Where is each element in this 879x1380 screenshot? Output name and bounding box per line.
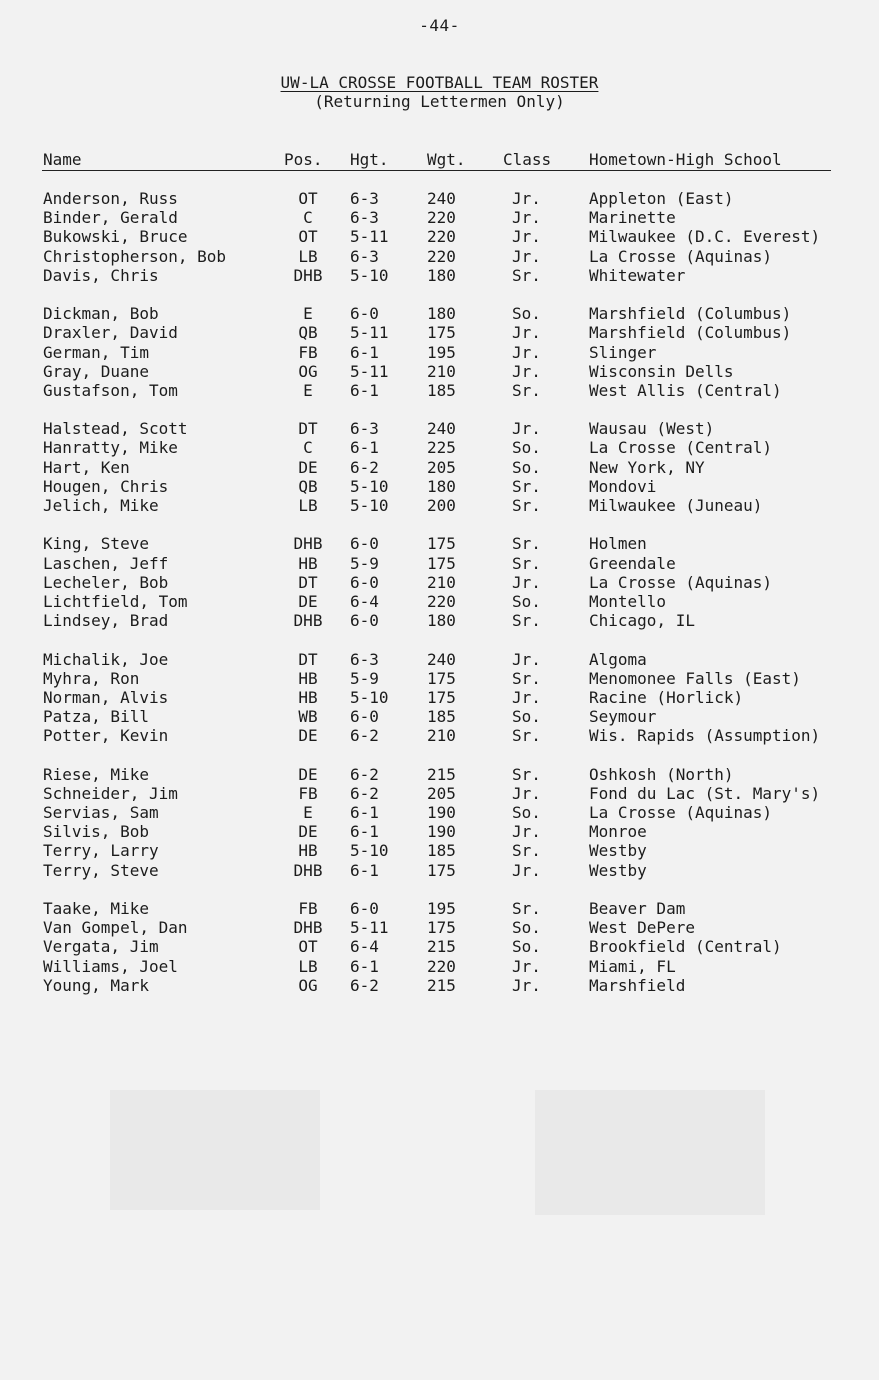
player-height: 5-10 [350, 476, 389, 496]
player-name: Van Gompel, Dan [43, 918, 188, 938]
player-height: 6-0 [350, 534, 379, 554]
header-class: Class [503, 150, 552, 169]
player-class: Jr. [512, 687, 541, 707]
player-position: DE [298, 822, 318, 842]
player-class: Sr. [512, 265, 541, 285]
player-class: Jr. [512, 189, 541, 208]
player-class: Jr. [512, 783, 541, 803]
player-height: 5-11 [350, 323, 389, 343]
player-height: 6-1 [350, 380, 379, 400]
player-hometown: Greendale [589, 553, 676, 573]
table-row [0, 899, 879, 918]
player-weight: 240 [427, 649, 456, 669]
player-height: 5-10 [350, 496, 389, 515]
player-class: Jr. [512, 975, 541, 995]
header-hometown: Hometown-High School [589, 150, 782, 169]
player-class: Jr. [512, 208, 541, 228]
roster-subtitle: (Returning Lettermen Only) [314, 92, 565, 111]
player-hometown: Westby [589, 860, 647, 880]
player-name: Williams, Joel [43, 956, 178, 976]
player-position: DHB [293, 918, 323, 938]
player-position: E [303, 380, 313, 400]
player-hometown: West Allis (Central) [589, 380, 782, 400]
player-class: Sr. [512, 841, 541, 861]
player-hometown: New York, NY [589, 457, 705, 477]
player-class: So. [512, 918, 541, 938]
player-hometown: La Crosse (Aquinas) [589, 246, 773, 266]
player-weight: 180 [427, 476, 456, 496]
table-row [0, 822, 879, 841]
table-row [0, 688, 879, 707]
player-name: Terry, Steve [43, 860, 159, 880]
table-row [0, 438, 879, 457]
player-name: Patza, Bill [43, 707, 149, 727]
player-class: Sr. [512, 726, 541, 746]
player-name: Young, Mark [43, 975, 149, 995]
header-pos: Pos. [284, 150, 323, 169]
table-row [0, 707, 879, 726]
player-hometown: Beaver Dam [589, 898, 686, 918]
player-height: 6-3 [350, 189, 379, 208]
player-position: DHB [293, 860, 323, 880]
table-row [0, 419, 879, 438]
group-spacer [0, 745, 879, 764]
player-hometown: Milwaukee (D.C. Everest) [589, 227, 821, 247]
table-row [0, 937, 879, 956]
player-weight: 210 [427, 572, 456, 592]
player-weight: 195 [427, 342, 456, 362]
player-name: Davis, Chris [43, 265, 159, 285]
player-class: Sr. [512, 496, 541, 515]
player-class: Jr. [512, 822, 541, 842]
player-position: LB [298, 496, 318, 515]
player-name: Hart, Ken [43, 457, 130, 477]
player-height: 6-1 [350, 860, 379, 880]
table-row [0, 650, 879, 669]
player-name: Myhra, Ron [43, 668, 140, 688]
table-row [0, 227, 879, 246]
player-weight: 205 [427, 457, 456, 477]
roster-title: UW-LA CROSSE FOOTBALL TEAM ROSTER [280, 73, 599, 92]
player-hometown: Monroe [589, 822, 647, 842]
player-height: 6-3 [350, 649, 379, 669]
player-hometown: Holmen [589, 534, 647, 554]
player-hometown: Whitewater [589, 265, 686, 285]
player-height: 6-2 [350, 975, 379, 995]
player-class: Sr. [512, 553, 541, 573]
player-weight: 220 [427, 591, 456, 611]
player-name: Vergata, Jim [43, 937, 159, 957]
player-position: DHB [293, 611, 323, 631]
player-height: 6-0 [350, 611, 379, 631]
player-height: 5-10 [350, 265, 389, 285]
player-class: Sr. [512, 476, 541, 496]
player-hometown: Marinette [589, 208, 676, 228]
player-name: Gray, Duane [43, 361, 149, 381]
player-class: Sr. [512, 668, 541, 688]
player-weight: 215 [427, 975, 456, 995]
player-class: Sr. [512, 611, 541, 631]
table-row [0, 592, 879, 611]
player-height: 6-4 [350, 591, 379, 611]
player-name: Jelich, Mike [43, 496, 159, 515]
player-name: Laschen, Jeff [43, 553, 169, 573]
player-name: Draxler, David [43, 323, 178, 343]
player-hometown: Racine (Horlick) [589, 687, 744, 707]
player-height: 5-10 [350, 841, 389, 861]
table-row [0, 458, 879, 477]
player-weight: 220 [427, 227, 456, 247]
player-hometown: Brookfield (Central) [589, 937, 782, 957]
player-class: Sr. [512, 534, 541, 554]
player-position: HB [298, 668, 318, 688]
table-row [0, 208, 879, 227]
player-weight: 175 [427, 860, 456, 880]
player-height: 6-0 [350, 304, 379, 324]
player-position: QB [298, 323, 318, 343]
player-weight: 175 [427, 918, 456, 938]
player-position: DE [298, 764, 318, 784]
player-position: E [303, 803, 313, 822]
player-hometown: Marshfield (Columbus) [589, 323, 792, 343]
player-class: So. [512, 438, 541, 458]
player-weight: 210 [427, 361, 456, 381]
player-position: OG [298, 975, 318, 995]
player-hometown: Oshkosh (North) [589, 764, 734, 784]
player-height: 5-11 [350, 918, 389, 938]
player-name: Servias, Sam [43, 803, 159, 822]
player-height: 5-9 [350, 668, 379, 688]
player-name: German, Tim [43, 342, 149, 362]
table-row [0, 343, 879, 362]
player-height: 6-4 [350, 937, 379, 957]
group-spacer [0, 630, 879, 649]
player-weight: 220 [427, 246, 456, 266]
player-name: Potter, Kevin [43, 726, 169, 746]
table-row [0, 611, 879, 630]
player-name: Norman, Alvis [43, 687, 169, 707]
player-weight: 240 [427, 189, 456, 208]
player-weight: 205 [427, 783, 456, 803]
player-name: Anderson, Russ [43, 189, 178, 208]
player-hometown: Wausau (West) [589, 419, 715, 439]
player-name: Terry, Larry [43, 841, 159, 861]
table-row [0, 323, 879, 342]
player-class: Jr. [512, 956, 541, 976]
group-spacer [0, 515, 879, 534]
table-row [0, 554, 879, 573]
table-row [0, 381, 879, 400]
player-weight: 180 [427, 611, 456, 631]
player-weight: 180 [427, 304, 456, 324]
player-weight: 175 [427, 668, 456, 688]
table-row [0, 266, 879, 285]
player-height: 6-2 [350, 457, 379, 477]
table-row [0, 957, 879, 976]
player-position: LB [298, 246, 318, 266]
player-position: E [303, 304, 313, 324]
player-height: 5-11 [350, 227, 389, 247]
player-class: So. [512, 457, 541, 477]
player-class: So. [512, 304, 541, 324]
player-weight: 210 [427, 726, 456, 746]
player-class: Jr. [512, 342, 541, 362]
table-row [0, 669, 879, 688]
player-height: 6-2 [350, 726, 379, 746]
player-class: Jr. [512, 246, 541, 266]
player-name: Silvis, Bob [43, 822, 149, 842]
player-name: Taake, Mike [43, 898, 149, 918]
player-position: DHB [293, 265, 323, 285]
player-position: HB [298, 841, 318, 861]
player-hometown: La Crosse (Aquinas) [589, 572, 773, 592]
player-class: So. [512, 591, 541, 611]
player-weight: 180 [427, 265, 456, 285]
player-weight: 185 [427, 707, 456, 727]
player-height: 6-1 [350, 822, 379, 842]
table-row [0, 189, 879, 208]
player-hometown: Marshfield (Columbus) [589, 304, 792, 324]
player-name: Hougen, Chris [43, 476, 169, 496]
player-hometown: Milwaukee (Juneau) [589, 496, 763, 515]
player-height: 6-0 [350, 572, 379, 592]
bleed-through-photo-left [110, 1090, 320, 1210]
player-height: 6-1 [350, 438, 379, 458]
player-hometown: Mondovi [589, 476, 657, 496]
bleed-through-photo-right [535, 1090, 765, 1215]
player-position: DT [298, 572, 318, 592]
player-position: DE [298, 591, 318, 611]
player-name: Christopherson, Bob [43, 246, 227, 266]
table-row [0, 841, 879, 860]
table-row [0, 573, 879, 592]
player-position: DHB [293, 534, 323, 554]
player-weight: 175 [427, 323, 456, 343]
player-height: 6-0 [350, 898, 379, 918]
player-height: 6-2 [350, 764, 379, 784]
player-position: OT [298, 937, 318, 957]
player-class: So. [512, 707, 541, 727]
player-class: So. [512, 803, 541, 822]
player-weight: 190 [427, 803, 456, 822]
page-number: -44- [419, 16, 460, 35]
player-hometown: La Crosse (Aquinas) [589, 803, 773, 822]
player-position: C [303, 438, 313, 458]
player-weight: 220 [427, 956, 456, 976]
player-hometown: Appleton (East) [589, 189, 734, 208]
player-hometown: Chicago, IL [589, 611, 695, 631]
player-height: 5-10 [350, 687, 389, 707]
table-row [0, 803, 879, 822]
player-hometown: West DePere [589, 918, 695, 938]
table-row [0, 784, 879, 803]
player-weight: 215 [427, 937, 456, 957]
table-row [0, 918, 879, 937]
player-name: Michalik, Joe [43, 649, 169, 669]
player-name: Lecheler, Bob [43, 572, 169, 592]
player-height: 6-2 [350, 783, 379, 803]
player-weight: 220 [427, 208, 456, 228]
player-weight: 185 [427, 380, 456, 400]
player-height: 5-11 [350, 361, 389, 381]
player-class: Jr. [512, 572, 541, 592]
header-wgt: Wgt. [427, 150, 466, 169]
player-hometown: Seymour [589, 707, 657, 727]
player-hometown: Westby [589, 841, 647, 861]
player-height: 6-3 [350, 208, 379, 228]
player-weight: 175 [427, 553, 456, 573]
player-position: DE [298, 726, 318, 746]
table-row [0, 304, 879, 323]
player-height: 6-1 [350, 803, 379, 822]
player-position: WB [298, 707, 318, 727]
player-hometown: Montello [589, 591, 667, 611]
player-hometown: Slinger [589, 342, 657, 362]
table-row [0, 534, 879, 553]
player-name: Riese, Mike [43, 764, 149, 784]
player-class: Jr. [512, 419, 541, 439]
player-position: QB [298, 476, 318, 496]
group-spacer [0, 285, 879, 304]
player-position: OT [298, 227, 318, 247]
player-name: Bukowski, Bruce [43, 227, 188, 247]
title-block [0, 73, 879, 111]
player-weight: 215 [427, 764, 456, 784]
header-name: Name [43, 150, 82, 169]
table-row [0, 726, 879, 745]
table-row [0, 362, 879, 381]
player-name: Halstead, Scott [43, 419, 188, 439]
table-row [0, 976, 879, 995]
player-hometown: Wis. Rapids (Assumption) [589, 726, 821, 746]
player-weight: 240 [427, 419, 456, 439]
player-weight: 200 [427, 496, 456, 515]
player-name: Dickman, Bob [43, 304, 159, 324]
player-height: 6-3 [350, 246, 379, 266]
player-class: Jr. [512, 860, 541, 880]
player-weight: 195 [427, 898, 456, 918]
player-hometown: Miami, FL [589, 956, 676, 976]
player-height: 6-3 [350, 419, 379, 439]
player-hometown: Marshfield [589, 975, 686, 995]
player-position: DT [298, 649, 318, 669]
header-hgt: Hgt. [350, 150, 389, 169]
player-name: Schneider, Jim [43, 783, 178, 803]
player-position: OT [298, 189, 318, 208]
player-name: Lichtfield, Tom [43, 591, 188, 611]
table-row [0, 765, 879, 784]
player-class: Sr. [512, 764, 541, 784]
player-name: Binder, Gerald [43, 208, 178, 228]
player-weight: 175 [427, 687, 456, 707]
player-class: Sr. [512, 380, 541, 400]
player-position: OG [298, 361, 318, 381]
player-class: So. [512, 937, 541, 957]
table-header [0, 150, 879, 170]
player-class: Jr. [512, 361, 541, 381]
header-rule [42, 170, 831, 171]
player-hometown: Fond du Lac (St. Mary's) [589, 783, 821, 803]
player-position: DT [298, 419, 318, 439]
player-name: Hanratty, Mike [43, 438, 178, 458]
table-row [0, 477, 879, 496]
player-name: King, Steve [43, 534, 149, 554]
player-weight: 190 [427, 822, 456, 842]
table-row [0, 861, 879, 880]
roster-table [0, 189, 879, 995]
player-height: 6-1 [350, 956, 379, 976]
table-row [0, 247, 879, 266]
player-class: Jr. [512, 227, 541, 247]
player-class: Jr. [512, 649, 541, 669]
player-height: 5-9 [350, 553, 379, 573]
player-height: 6-1 [350, 342, 379, 362]
player-class: Sr. [512, 898, 541, 918]
player-position: C [303, 208, 313, 228]
player-name: Lindsey, Brad [43, 611, 169, 631]
player-name: Gustafson, Tom [43, 380, 178, 400]
player-position: FB [298, 783, 318, 803]
player-hometown: La Crosse (Central) [589, 438, 773, 458]
player-hometown: Menomonee Falls (East) [589, 668, 801, 688]
table-row [0, 496, 879, 515]
group-spacer [0, 880, 879, 899]
player-weight: 185 [427, 841, 456, 861]
player-height: 6-0 [350, 707, 379, 727]
group-spacer [0, 400, 879, 419]
player-hometown: Wisconsin Dells [589, 361, 734, 381]
player-class: Jr. [512, 323, 541, 343]
player-position: LB [298, 956, 318, 976]
player-position: DE [298, 457, 318, 477]
player-hometown: Algoma [589, 649, 647, 669]
player-position: HB [298, 687, 318, 707]
player-weight: 225 [427, 438, 456, 458]
player-position: HB [298, 553, 318, 573]
player-weight: 175 [427, 534, 456, 554]
player-position: FB [298, 898, 318, 918]
player-position: FB [298, 342, 318, 362]
